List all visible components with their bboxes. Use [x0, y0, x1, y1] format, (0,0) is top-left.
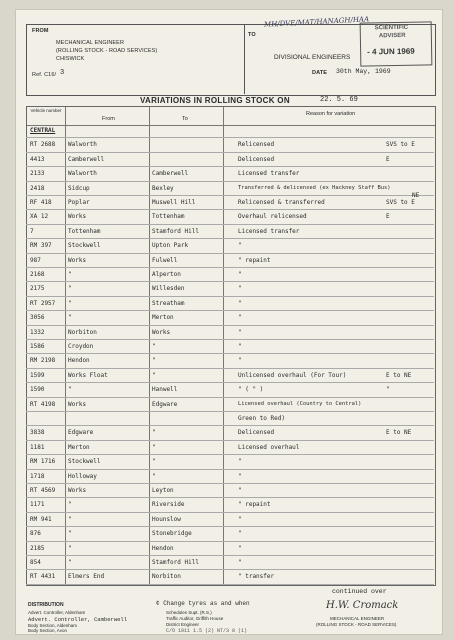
cell-reason: "	[238, 314, 242, 322]
cell-reason: Delicensed	[238, 429, 275, 437]
cell-to: Upton Park	[152, 242, 189, 250]
cell-from: Works	[68, 213, 87, 221]
cell-reason: "	[238, 357, 242, 365]
cell-to: "	[152, 429, 156, 437]
from-label: FROM	[32, 28, 49, 34]
row-rule	[26, 368, 434, 369]
cell-vehicle: 2185	[30, 544, 45, 552]
cell-vehicle: RT 4569	[30, 487, 56, 494]
row-rule	[26, 512, 434, 513]
cell-reason: "	[238, 530, 242, 538]
cell-reason: "	[238, 472, 242, 480]
cell-vehicle: 854	[30, 559, 41, 566]
stamp-line-2: ADVISER	[378, 32, 406, 40]
cell-vehicle: RM 2198	[30, 357, 56, 365]
row-rule	[26, 325, 434, 326]
cell-to: Muswell Hill	[152, 199, 196, 206]
cell-from: "	[68, 386, 72, 394]
cell-from: Tottenham	[68, 227, 101, 235]
signature-title-2: (ROLLING STOCK - ROAD SERVICES)	[316, 622, 397, 627]
cell-to: Hounslow	[152, 515, 181, 523]
cell-to: Hanwell	[152, 386, 178, 394]
row-rule	[26, 296, 434, 297]
row-rule	[26, 483, 434, 484]
col-divider-2	[149, 107, 150, 585]
cell-from: Stockwell	[68, 458, 101, 466]
cell-reason: Licensed transfer	[238, 227, 300, 235]
title-date: 22. 5. 69	[320, 96, 358, 104]
row-rule	[26, 526, 434, 527]
document-sheet	[16, 10, 442, 634]
stamp-line-1: SCIENTIFIC	[374, 24, 409, 32]
cell-to: Stamford Hill	[152, 227, 199, 235]
row-rule	[26, 166, 434, 167]
cell-to: "	[152, 458, 156, 466]
cell-vehicle: 1332	[30, 328, 45, 336]
cell-from: Camberwell	[68, 155, 105, 163]
cell-vehicle: RF 418	[30, 199, 52, 206]
row-rule	[26, 397, 434, 398]
signature-title-1: MECHANICAL ENGINEER	[330, 616, 385, 621]
cell-from: Poplar	[68, 199, 90, 206]
row-rule	[26, 195, 434, 196]
ref-value: 3	[60, 69, 65, 77]
cell-reason: "	[238, 559, 242, 566]
cell-from: Holloway	[68, 472, 97, 480]
cell-from: "	[68, 515, 72, 523]
from-line-2: (ROLLING STOCK - ROAD SERVICES)	[56, 48, 158, 54]
cell-to: Bexley	[152, 184, 174, 192]
row-rule	[26, 454, 434, 455]
cell-vehicle: 1599	[30, 371, 45, 379]
row-rule	[26, 569, 434, 570]
cell-vehicle: 1718	[30, 472, 45, 480]
from-line-3: CHISWICK	[56, 56, 85, 62]
cell-to: Leyton	[152, 487, 174, 494]
cell-extra: E to NE	[386, 371, 412, 379]
received-stamp	[360, 21, 433, 66]
row-rule	[26, 382, 434, 383]
col-header-from: From	[102, 116, 115, 122]
cell-to: Riverside	[152, 501, 185, 509]
cell-to: Edgware	[152, 400, 178, 408]
distribution-line-2: Advert. Controller, Camberwell	[28, 616, 128, 623]
cell-extra: E	[386, 213, 390, 221]
cell-to: Fulwell	[152, 256, 178, 264]
cell-vehicle: 1171	[30, 501, 45, 509]
cell-reason: "	[238, 285, 242, 293]
cell-from: "	[68, 530, 72, 538]
cell-from: "	[68, 544, 72, 552]
cell-vehicle: RM 397	[30, 242, 52, 250]
header-divider	[244, 24, 245, 94]
cell-vehicle: RT 2688	[30, 141, 56, 149]
cell-from: Walworth	[68, 170, 97, 178]
cell-vehicle: 7	[30, 227, 34, 235]
cell-reason: " repaint	[238, 256, 271, 264]
col-divider-3	[223, 107, 224, 585]
cell-from: Elmers End	[68, 573, 105, 581]
cell-vehicle: RM 941	[30, 515, 52, 523]
row-rule	[26, 267, 434, 268]
cell-reason: Green to Red)	[238, 415, 285, 422]
row-rule	[26, 238, 434, 239]
cell-to: "	[152, 371, 156, 379]
cell-reason: Delicensed	[238, 155, 275, 163]
col-header-reason: Reason for variation	[306, 111, 356, 117]
cell-from: Hendon	[68, 357, 90, 365]
cell-extra: E	[386, 155, 390, 163]
row-rule	[26, 440, 434, 441]
cell-to: Hendon	[152, 544, 174, 552]
row-rule	[26, 425, 434, 426]
cell-vehicle: XA 12	[30, 213, 49, 221]
cell-from: Works Float	[68, 371, 108, 379]
distribution-line-1: Advert. Controller, Aldenham	[28, 610, 86, 615]
cell-vehicle: 3838	[30, 429, 45, 437]
cell-reason: Relicensed & transferred	[238, 199, 325, 206]
cell-to: "	[152, 443, 156, 451]
cell-to: Norbiton	[152, 573, 181, 581]
cell-to: Camberwell	[152, 170, 189, 178]
cell-extra: NE	[412, 191, 420, 199]
header-row-line	[27, 125, 435, 126]
row-rule	[26, 281, 434, 282]
cell-vehicle: CENTRAL	[30, 127, 56, 134]
to-value: DIVISIONAL ENGINEERS	[274, 54, 351, 61]
cell-vehicle: 987	[30, 256, 41, 264]
cell-reason: Transferred & delicensed (ex Hackney Staff Bus)	[238, 184, 391, 191]
cell-vehicle: RT 4431	[30, 573, 56, 581]
cell-from: Works	[68, 400, 87, 408]
cell-from: "	[68, 559, 72, 566]
note-line-2: Schedules Supt. (R.S.)	[166, 610, 212, 615]
row-rule	[26, 209, 434, 210]
cell-from: Works	[68, 256, 87, 264]
cell-to: "	[152, 357, 156, 365]
cell-extra: SVS to E	[386, 141, 415, 149]
cell-to: Stonebridge	[152, 530, 192, 538]
row-rule	[26, 469, 434, 470]
note-line-1: ¢ Change tyres as and when	[156, 600, 250, 607]
handwritten-routing: MH/DVE/MAT/HANAGH/HAA	[263, 15, 370, 29]
cell-reason: "	[238, 515, 242, 523]
from-line-1: MECHANICAL ENGINEER	[56, 40, 125, 46]
page-title: VARIATIONS IN ROLLING STOCK ON	[140, 96, 290, 105]
col-header-to: To	[182, 116, 188, 122]
cell-reason: "	[238, 458, 242, 466]
cell-reason: "	[238, 328, 242, 336]
cell-extra: SVS to E	[386, 199, 415, 206]
note-line-3: Traffic Auditor, Griffith House	[166, 616, 224, 621]
cell-reason: " repaint	[238, 501, 271, 509]
row-rule	[26, 253, 434, 254]
cell-from: "	[68, 299, 72, 307]
cell-vehicle: 2168	[30, 271, 45, 278]
cell-from: "	[68, 314, 72, 322]
cell-vehicle: 4413	[30, 155, 45, 163]
distribution-line-4: Body Section, Avon	[28, 628, 67, 633]
cell-from: "	[68, 501, 72, 509]
cell-vehicle: 1181	[30, 443, 45, 451]
cell-reason: Licensed transfer	[238, 170, 300, 178]
cell-to: Alperton	[152, 271, 181, 278]
row-rule	[26, 497, 434, 498]
row-rule	[26, 584, 434, 585]
signature: H.W. Cromack	[326, 600, 399, 611]
row-rule	[26, 310, 434, 311]
cell-reason: Licensed overhaul	[238, 443, 300, 451]
cell-to: Tottenham	[152, 213, 185, 221]
cell-vehicle: RT 4198	[30, 400, 56, 408]
row-rule	[26, 353, 434, 354]
cell-reason: "	[238, 299, 242, 307]
cell-vehicle: 3056	[30, 314, 45, 322]
col-header-vehicle: Vehicle number	[30, 108, 62, 113]
row-rule	[26, 339, 434, 340]
cell-to: Works	[152, 328, 171, 336]
cell-from: Works	[68, 487, 87, 494]
to-label: TO	[248, 32, 256, 38]
cell-vehicle: RT 2957	[30, 299, 56, 307]
date-value: 30th May, 1969	[336, 68, 391, 75]
continued-over: continued over	[332, 588, 387, 595]
cell-to: "	[152, 472, 156, 480]
cell-extra: "	[386, 386, 390, 394]
cell-vehicle: 1586	[30, 343, 45, 350]
col-divider-1	[65, 107, 66, 585]
cell-vehicle: RM 1716	[30, 458, 56, 466]
cell-extra: E to NE	[386, 429, 412, 437]
cell-vehicle: 876	[30, 530, 41, 538]
date-label: DATE	[312, 70, 327, 76]
cell-reason: Unlicensed overhaul (For Tour)	[238, 371, 347, 379]
cell-from: Stockwell	[68, 242, 101, 250]
cell-vehicle: 2175	[30, 285, 45, 293]
row-rule	[26, 137, 434, 138]
cell-from: Walworth	[68, 141, 97, 149]
row-rule	[26, 555, 434, 556]
note-line-4: District Engineer	[166, 622, 200, 627]
cell-to: "	[152, 343, 156, 350]
cell-from: Merton	[68, 443, 90, 451]
row-rule	[26, 224, 434, 225]
cell-vehicle: 1590	[30, 386, 45, 394]
ref-label: Ref. C16/	[32, 72, 57, 78]
bottom-code: C/O 1011 1.5 (2) NT/3 8 (1)	[166, 628, 248, 634]
cell-reason: Overhaul relicensed	[238, 213, 307, 221]
cell-to: Merton	[152, 314, 174, 322]
row-rule	[26, 541, 434, 542]
cell-reason: " transfer	[238, 573, 275, 581]
cell-to: Willesden	[152, 285, 185, 293]
cell-reason: "	[238, 544, 242, 552]
cell-from: Edgware	[68, 429, 94, 437]
cell-from: Norbiton	[68, 328, 97, 336]
distribution-line-3: Body Section, Aldenham	[28, 623, 78, 628]
cell-from: "	[68, 271, 72, 278]
cell-reason: "	[238, 271, 242, 278]
cell-reason: Relicensed	[238, 141, 275, 149]
row-rule	[26, 181, 434, 182]
row-rule	[26, 152, 434, 153]
stamp-date: - 4 JUN 1969	[367, 46, 415, 57]
cell-reason: "	[238, 487, 242, 494]
distribution-label: DISTRIBUTION	[28, 602, 64, 608]
cell-reason: Licensed overhaul (Country to Central)	[238, 400, 362, 407]
cell-to: Streatham	[152, 299, 185, 307]
cell-vehicle: 2418	[30, 184, 45, 192]
cell-reason: " ( " )	[238, 386, 264, 394]
cell-from: Croydon	[68, 343, 94, 350]
cell-from: "	[68, 285, 72, 293]
row-rule	[26, 411, 434, 412]
cell-from: Sidcup	[68, 184, 90, 192]
cell-reason: "	[238, 343, 242, 350]
cell-vehicle: 2133	[30, 170, 45, 178]
cell-to: Stamford Hill	[152, 559, 199, 566]
cell-reason: "	[238, 242, 242, 250]
